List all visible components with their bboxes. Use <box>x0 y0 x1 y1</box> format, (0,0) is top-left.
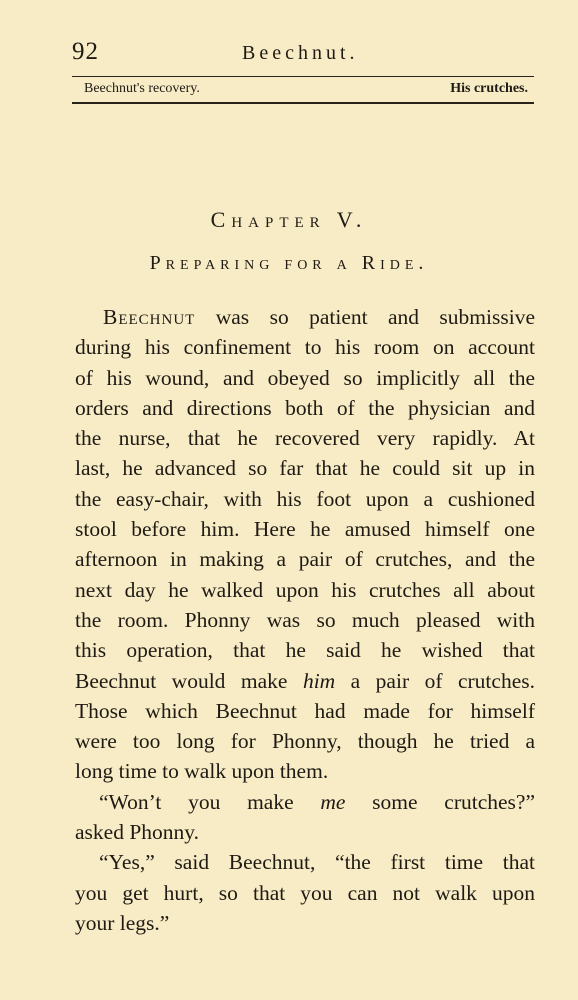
text-line: Those which Beechnut had made for himself <box>75 698 535 723</box>
body-text <box>75 302 535 938</box>
text-line: stool before him. Here he amused himself one <box>75 517 535 542</box>
text-line: last, he advanced so far that he could sit up in <box>75 456 535 481</box>
text-line: the nurse, that he recovered very rapidly. At <box>75 426 535 451</box>
text-line: were too long for Phonny, though he tried a <box>75 729 535 754</box>
text-line: during his confinement to his room on account <box>75 335 535 360</box>
chapter-title: Preparing for a Ride. <box>149 252 429 274</box>
text-line: your legs.” <box>75 910 170 935</box>
text-run: a pair of crutches. <box>335 668 535 693</box>
text-line: asked Phonny. <box>75 820 200 845</box>
topic-right: His crutches. <box>450 81 528 96</box>
text-line: the easy-chair, with his foot upon a cushioned <box>75 486 535 511</box>
header-rule-top <box>72 76 534 77</box>
text-line: the room. Phonny was so much pleased with <box>75 607 535 632</box>
text-line: you get hurt, so that you can not walk upon <box>75 880 535 905</box>
text-run: was so patient and submissive <box>195 305 535 329</box>
text-line: afternoon in making a pair of crutches, and the <box>75 547 535 572</box>
running-head <box>72 38 534 68</box>
text-run: “Won’t you make <box>99 789 321 814</box>
text-line <box>75 787 535 817</box>
text-line: long time to walk upon them. <box>75 759 329 784</box>
text-line: next day he walked upon his crutches all about <box>75 577 535 602</box>
text-line: “Yes,” said Beechnut, “the first time that <box>99 850 535 875</box>
text-line <box>75 666 535 696</box>
page-number: 92 <box>72 38 99 65</box>
topic-left: Beechnut's recovery. <box>84 81 200 96</box>
emphasis: me <box>320 789 346 814</box>
book-title: Beechnut. <box>242 42 359 64</box>
lead-word: Beechnut <box>103 305 196 329</box>
text-line: this operation, that he said he wished that <box>75 638 535 663</box>
text-run: Beechnut would make <box>75 668 303 693</box>
text-run: some crutches?” <box>345 789 535 814</box>
text-line <box>75 302 535 332</box>
text-line: orders and directions both of the physician and <box>75 395 535 420</box>
emphasis: him <box>302 668 336 693</box>
chapter-heading: Chapter V. <box>210 207 368 232</box>
text-line: of his wound, and obeyed so implicitly all the <box>75 365 535 390</box>
header-rule-bottom <box>72 102 534 104</box>
